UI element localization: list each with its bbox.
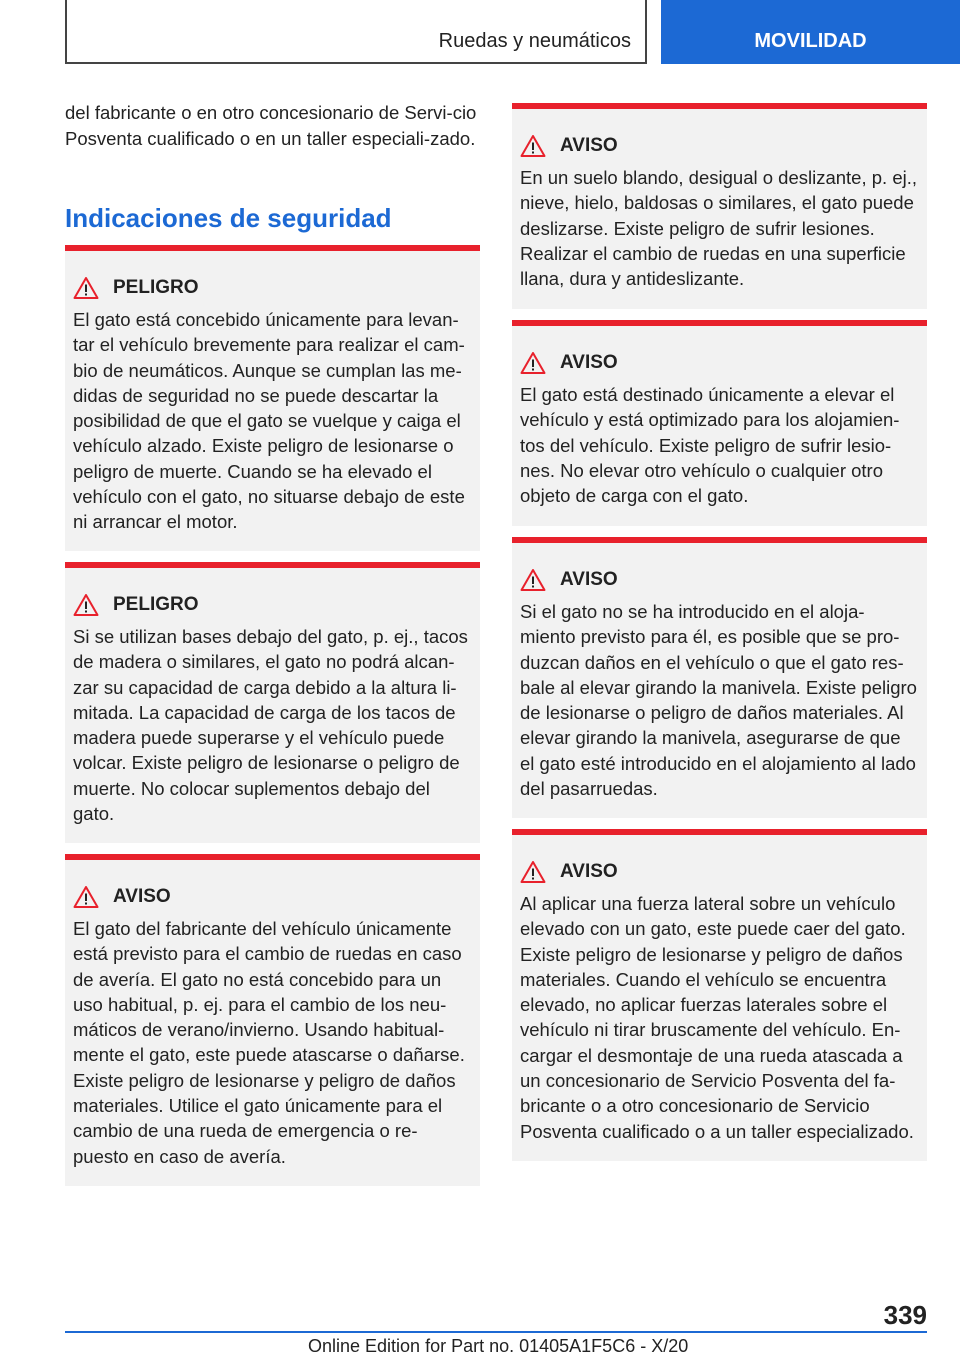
warning-triangle-icon — [520, 568, 546, 592]
warning-triangle-icon — [520, 134, 546, 158]
warning-box-title-text: AVISO — [560, 135, 618, 156]
header-chapter-tab[interactable] — [661, 0, 960, 64]
warning-box-title — [73, 884, 472, 910]
warning-box-title — [520, 567, 919, 593]
warning-box-text: Al aplicar una fuerza lateral sobre un vehículo elevado con un gato, este puede caer del gato. Existe peligro de lesionarse y peligro de daños materiales. Cuando el vehículo se encuentra elevado, no aplicar fuerzas laterales sobre el vehículo ni tirar bruscamente del vehículo. En-cargar el desmontaje de una rueda atascada a un concesionario de Servicio Posventa del fa-bricante o a otro concesionario de Servicio Posventa cualificado o a un taller especializado. — [520, 893, 914, 1142]
warning-box-title-text: AVISO — [113, 886, 171, 907]
warning-triangle-icon — [520, 860, 546, 884]
warning-box-text: Si se utilizan bases debajo del gato, p. ej., tacos de madera o similares, el gato no podrá alcan-zar su capacidad de carga debido a la altura li-mitada. La capacidad de carga de los tacos de madera puede superarse y el vehículo puede volcar. Existe peligro de lesionarse o peligro de muerte. No colocar suplementos debajo del gato. — [73, 626, 468, 825]
warning-box-danger-1 — [65, 245, 480, 551]
warning-box-title — [520, 350, 919, 376]
warning-box-text: El gato del fabricante del vehículo únicamente está previsto para el cambio de ruedas en caso de avería. El gato no está concebido para un uso habitual, p. ej. para el cambio de los neu-máticos de verano/invierno. Usando habitual-mente el gato, este puede atascarse o dañarse. Existe peligro de lesionarse y peligro de daños materiales. Utilice el gato únicamente para el cambio de una rueda de emergencia o re-puesto en caso de avería. — [73, 918, 465, 1167]
header-frame — [65, 0, 647, 64]
page-number: 339 — [883, 1300, 927, 1330]
warning-box-notice-5 — [512, 829, 927, 1161]
warning-box-notice-4 — [512, 537, 927, 818]
warning-box-text: El gato está destinado únicamente a elevar el vehículo y está optimizado para los alojamien-tos del vehículo. Existe peligro de sufrir lesio-nes. No elevar otro vehículo o cualquier otro objeto de carga con el gato. — [520, 384, 900, 507]
warning-box-title — [73, 275, 472, 301]
warning-triangle-icon — [73, 276, 99, 300]
warning-box-text: En un suelo blando, desigual o deslizante, p. ej., nieve, hielo, baldosas o similares, el gato puede deslizarse. Existe peligro de sufrir lesiones. Realizar el cambio de ruedas en una superficie llana, dura y antideslizante. — [520, 167, 918, 290]
warning-box-notice-1 — [65, 854, 480, 1186]
warning-box-title-text: AVISO — [560, 352, 618, 373]
warning-box-title-text: AVISO — [560, 569, 618, 590]
warning-box-text: El gato está concebido únicamente para levan-tar el vehículo brevemente para realizar el cam-bio de neumáticos. Aunque se cumplan las me-didas de seguridad no se puede descartar la posibilidad de que el gato se vuelque y caiga el vehículo alzado. Existe peligro de lesionarse o peligro de muerte. Cuando se ha elevado el vehículo con el gato, no situarse debajo de este ni arrancar el motor. — [73, 309, 465, 533]
warning-box-title-text: PELIGRO — [113, 277, 199, 298]
warning-box-title-text: AVISO — [560, 861, 618, 882]
warning-triangle-icon — [520, 351, 546, 375]
section-heading: Indicaciones de seguridad — [65, 203, 392, 233]
intro-paragraph: del fabricante o en otro concesionario de Servi-cio Posventa cualificado o en un taller especiali-zado. — [65, 102, 477, 149]
warning-box-title — [520, 859, 919, 885]
warning-box-notice-2 — [512, 103, 927, 309]
warning-triangle-icon — [73, 885, 99, 909]
warning-box-text: Si el gato no se ha introducido en el aloja-miento previsto para él, es posible que se pro-duzcan daños en el vehículo o que el gato res-bale al elevar girando la manivela. Existe peligro de lesionarse o peligro de daños materiales. Al elevar girando la manivela, asegurarse de que el gato esté introducido en el alojamiento al lado del pasarruedas. — [520, 601, 917, 800]
warning-triangle-icon — [73, 593, 99, 617]
warning-box-danger-2 — [65, 562, 480, 843]
header-chapter-label: MOVILIDAD — [754, 29, 867, 52]
footer-edition-text: Online Edition for Part no. 01405A1F5C6 - X/20 — [308, 1336, 689, 1356]
warning-box-title-text: PELIGRO — [113, 594, 199, 615]
warning-box-notice-3 — [512, 320, 927, 526]
footer-divider — [65, 1331, 927, 1333]
header-section-title: Ruedas y neumáticos — [438, 30, 631, 52]
warning-box-title — [520, 133, 919, 159]
warning-box-title — [73, 592, 472, 618]
